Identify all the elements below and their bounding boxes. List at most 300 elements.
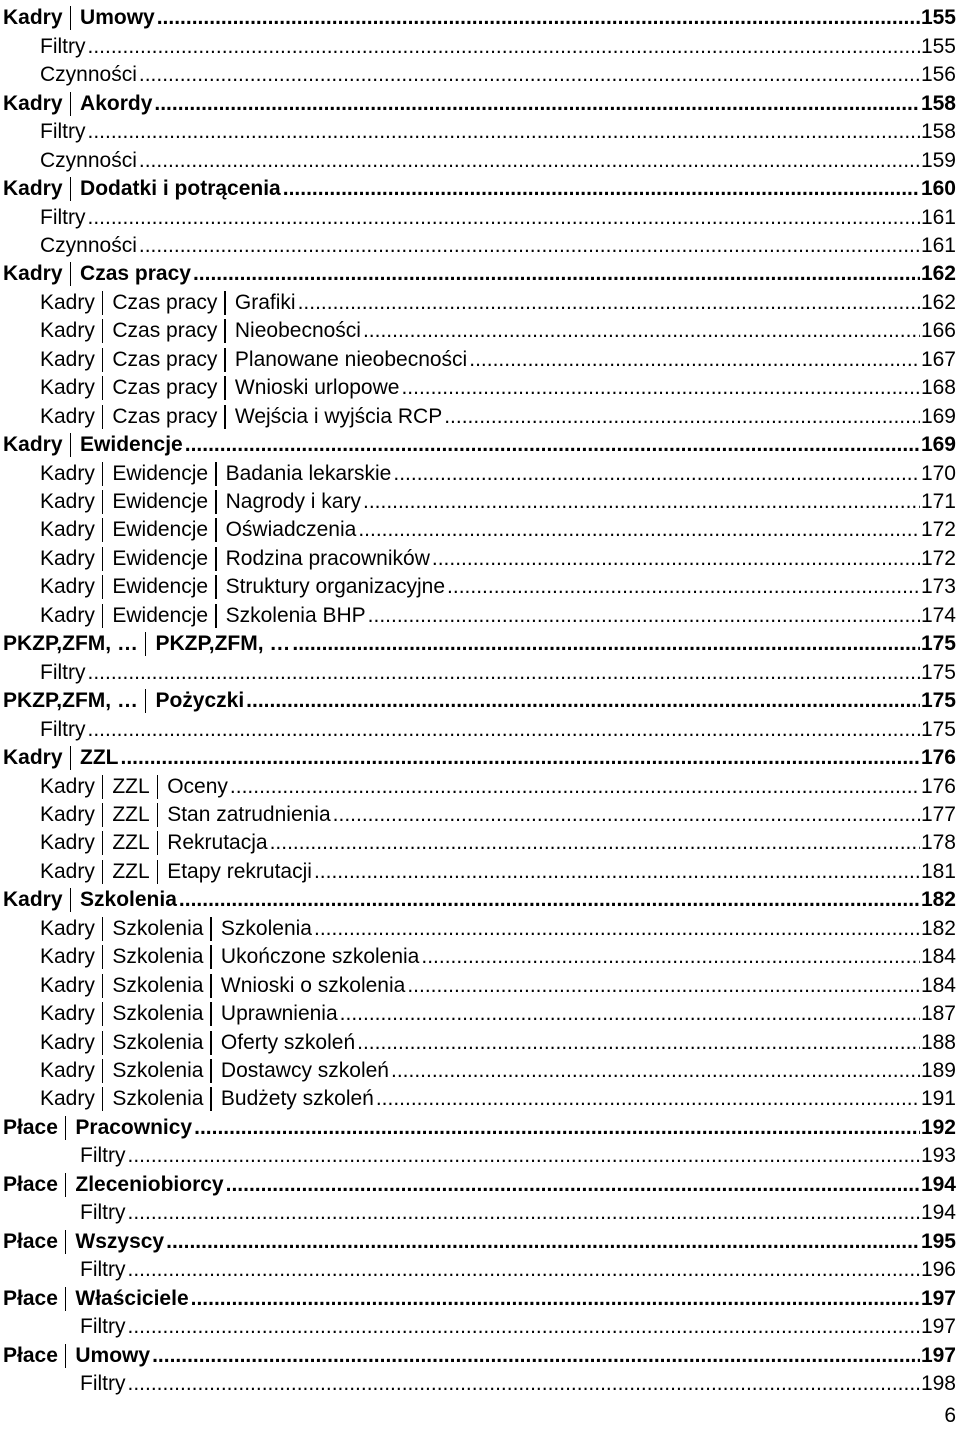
toc-entry-title <box>40 545 430 569</box>
toc-entry-title <box>3 431 183 455</box>
toc-page-number: 155 <box>920 34 956 58</box>
toc-entry[interactable] <box>40 1024 956 1052</box>
dot-leader <box>154 93 920 114</box>
dot-leader <box>88 36 920 57</box>
toc-page-number: 197 <box>920 1343 956 1367</box>
toc-entry[interactable] <box>40 1081 956 1109</box>
toc-entry[interactable] <box>40 854 956 882</box>
toc-entry-segment: Nagrody i kary <box>225 490 361 514</box>
toc-entry-title <box>40 719 86 740</box>
toc-entry-title <box>40 36 86 57</box>
dot-leader <box>121 747 920 768</box>
toc-entry[interactable] <box>3 171 956 199</box>
toc-page-number: 191 <box>920 1087 956 1111</box>
toc-entry[interactable] <box>40 512 956 540</box>
breadcrumb-separator <box>210 945 212 969</box>
toc-entry[interactable] <box>40 711 956 739</box>
dot-leader <box>393 463 920 484</box>
toc-entry-segment: Ewidencje <box>112 461 209 485</box>
dot-leader <box>447 576 920 597</box>
toc-entry-segment: Filtry <box>80 1144 126 1168</box>
breadcrumb-separator <box>215 575 217 599</box>
toc-entry-segment: Właściciele <box>75 1286 189 1310</box>
breadcrumb-separator <box>70 433 72 457</box>
breadcrumb-separator <box>224 291 226 315</box>
toc-page-number: 181 <box>920 859 956 883</box>
dot-leader <box>270 832 920 853</box>
toc-page-number: 182 <box>920 888 956 912</box>
toc-entry[interactable] <box>40 654 956 682</box>
toc-entry-title <box>3 1342 150 1366</box>
toc-entry-segment: Filtry <box>40 34 86 58</box>
toc-page-number: 158 <box>920 120 956 144</box>
toc-entry-segment: Kadry <box>40 546 95 570</box>
toc-entry[interactable] <box>40 910 956 938</box>
toc-entry-segment: Kadry <box>40 490 95 514</box>
toc-entry-title <box>80 1316 126 1337</box>
toc-entry[interactable] <box>3 1280 956 1308</box>
toc-page-number: 184 <box>920 945 956 969</box>
toc-entry-title <box>40 915 312 939</box>
toc-entry-segment: Kadry <box>40 319 95 343</box>
breadcrumb-separator <box>70 177 72 201</box>
breadcrumb-separator <box>102 376 104 400</box>
dot-leader <box>391 1060 920 1081</box>
breadcrumb-separator <box>70 746 72 770</box>
toc-entry-segment: Ewidencje <box>112 575 209 599</box>
toc-entry-title <box>40 943 419 967</box>
toc-entry-segment: Struktury organizacyjne <box>225 575 446 599</box>
toc-page-number: 188 <box>920 1030 956 1054</box>
toc-entry-title <box>40 829 268 853</box>
toc-entry[interactable] <box>3 683 956 711</box>
toc-entry-segment: Filtry <box>40 717 86 741</box>
toc-entry-segment: PKZP,ZFM, … <box>3 689 138 713</box>
toc-entry-title <box>40 972 405 996</box>
toc-entry[interactable] <box>40 967 956 995</box>
toc-entry-title <box>3 687 244 711</box>
toc-page-number: 194 <box>920 1201 956 1225</box>
dot-leader <box>363 320 920 341</box>
toc-entry[interactable] <box>40 797 956 825</box>
dot-leader <box>166 1231 920 1252</box>
dot-leader <box>88 121 920 142</box>
toc-page-number: 184 <box>920 973 956 997</box>
toc-entry-title <box>40 1029 355 1053</box>
dot-leader <box>358 519 920 540</box>
breadcrumb-separator <box>145 632 147 656</box>
toc-entry-segment: Akordy <box>80 91 153 115</box>
toc-entry[interactable] <box>40 939 956 967</box>
toc-entry[interactable] <box>40 541 956 569</box>
dot-leader <box>246 690 920 711</box>
breadcrumb-separator <box>102 604 104 628</box>
toc-entry-segment: Kadry <box>40 1087 95 1111</box>
toc-entry[interactable] <box>40 825 956 853</box>
toc-entry-segment: Filtry <box>80 1315 126 1339</box>
toc-entry[interactable] <box>40 768 956 796</box>
toc-entry[interactable] <box>3 882 956 910</box>
breadcrumb-separator <box>102 547 104 571</box>
toc-entry-segment: Szkolenia BHP <box>225 603 366 627</box>
toc-entry[interactable] <box>40 370 956 398</box>
toc-entry-segment: Kadry <box>40 916 95 940</box>
toc-entry-segment: Wnioski o szkolenia <box>220 973 406 997</box>
toc-entry-title <box>40 121 86 142</box>
dot-leader <box>376 1088 920 1109</box>
toc-entry-segment: Kadry <box>3 746 63 770</box>
toc-page-number: 196 <box>920 1258 956 1282</box>
toc-entry[interactable] <box>40 28 956 56</box>
toc-entry-title <box>3 1114 192 1138</box>
toc-page-number: 174 <box>920 603 956 627</box>
toc-entry-title <box>40 64 137 85</box>
toc-entry[interactable] <box>80 1195 956 1223</box>
toc-entry-title <box>40 235 137 256</box>
breadcrumb-separator <box>210 1031 212 1055</box>
toc-entry[interactable] <box>3 1166 956 1194</box>
toc-entry-segment: Czynności <box>40 148 137 172</box>
dot-leader <box>179 889 920 910</box>
toc-entry-segment: ZZL <box>112 802 150 826</box>
toc-page-number: 161 <box>920 205 956 229</box>
toc-entry-title <box>40 516 356 540</box>
dot-leader <box>128 1202 920 1223</box>
toc-entry-segment: ZZL <box>80 746 119 770</box>
toc-page-number: 176 <box>920 746 956 770</box>
toc-entry-title <box>40 573 445 597</box>
dot-leader <box>128 1373 920 1394</box>
toc-page-number: 182 <box>920 916 956 940</box>
toc-entry-segment: Kadry <box>40 945 95 969</box>
toc-entry-segment: Kadry <box>40 802 95 826</box>
toc-page-number: 172 <box>920 546 956 570</box>
dot-leader <box>191 1288 920 1309</box>
toc-entry-segment: Kadry <box>40 831 95 855</box>
toc-entry-segment: Ewidencje <box>112 490 209 514</box>
toc-entry-segment: Szkolenia <box>112 1002 204 1026</box>
toc-entry-segment: Uprawnienia <box>220 1002 338 1026</box>
breadcrumb-separator <box>157 803 159 827</box>
toc-entry-segment: Filtry <box>80 1201 126 1225</box>
toc-entry-segment: Szkolenia <box>80 888 177 912</box>
dot-leader <box>363 491 920 512</box>
toc-entry-segment: Szkolenia <box>112 1030 204 1054</box>
toc-page-number: 172 <box>920 518 956 542</box>
toc-page-number: 169 <box>920 433 956 457</box>
toc-entry-segment: Czas pracy <box>112 404 218 428</box>
breadcrumb-separator <box>215 604 217 628</box>
toc-entry-title <box>80 1373 126 1394</box>
dot-leader <box>469 349 920 370</box>
toc-page-number: 175 <box>920 689 956 713</box>
toc-entry-title <box>40 1057 389 1081</box>
dot-leader <box>432 548 920 569</box>
toc-entry[interactable] <box>40 398 956 426</box>
toc-entry-segment: Czynności <box>40 63 137 87</box>
breadcrumb-separator <box>224 405 226 429</box>
breadcrumb-separator <box>157 860 159 884</box>
toc-entry-title <box>80 1202 126 1223</box>
dot-leader <box>193 263 920 284</box>
toc-entry-title <box>3 886 177 910</box>
toc-entry-segment: Rodzina pracowników <box>225 546 430 570</box>
toc-entry[interactable] <box>40 228 956 256</box>
toc-entry-title <box>40 801 331 825</box>
toc-entry-segment: Dodatki i potrącenia <box>80 177 281 201</box>
toc-entry-segment: Kadry <box>3 91 63 115</box>
toc-entry-segment: Rekrutacja <box>167 831 268 855</box>
toc-page-number: 194 <box>920 1172 956 1196</box>
toc-entry-segment: Kadry <box>40 774 95 798</box>
toc-entry[interactable] <box>40 341 956 369</box>
toc-entry[interactable] <box>40 199 956 227</box>
toc-entry[interactable] <box>3 1337 956 1365</box>
toc-entry-segment: Planowane nieobecności <box>234 347 468 371</box>
toc-entry-title <box>40 317 361 341</box>
toc-entry-segment: Pracownicy <box>75 1115 193 1139</box>
toc-entry-segment: Kadry <box>40 1030 95 1054</box>
dot-leader <box>283 178 920 199</box>
toc-entry-title <box>40 1085 374 1109</box>
toc-entry-title <box>3 1171 224 1195</box>
toc-entry-segment: Kadry <box>3 262 63 286</box>
dot-leader <box>139 150 920 171</box>
toc-entry-title <box>40 346 467 370</box>
toc-entry[interactable] <box>3 740 956 768</box>
toc-entry[interactable] <box>40 569 956 597</box>
toc-page-number: 195 <box>920 1229 956 1253</box>
toc-entry-segment: PKZP,ZFM, … <box>3 632 138 656</box>
toc-entry[interactable] <box>3 256 956 284</box>
toc-entry[interactable] <box>80 1138 956 1166</box>
toc-entry[interactable] <box>3 427 956 455</box>
toc-entry[interactable] <box>40 996 956 1024</box>
breadcrumb-separator <box>215 462 217 486</box>
breadcrumb-separator <box>102 490 104 514</box>
dot-leader <box>194 1117 920 1138</box>
dot-leader <box>368 605 920 626</box>
toc-entry-segment: Umowy <box>75 1343 151 1367</box>
dot-leader <box>407 975 920 996</box>
toc-entry[interactable] <box>40 285 956 313</box>
toc-entry-title <box>40 1000 338 1024</box>
breadcrumb-separator <box>102 1002 104 1026</box>
breadcrumb-separator <box>210 917 212 941</box>
breadcrumb-separator <box>102 1031 104 1055</box>
toc-entry-title <box>80 1259 126 1280</box>
toc-entry-segment: Szkolenia <box>112 1059 204 1083</box>
breadcrumb-separator <box>65 1116 67 1140</box>
toc-entry-segment: Wejścia i wyjścia RCP <box>234 404 443 428</box>
toc-entry[interactable] <box>3 626 956 654</box>
toc-entry-title <box>40 858 312 882</box>
dot-leader <box>139 64 920 85</box>
breadcrumb-separator <box>224 376 226 400</box>
toc-entry-title <box>40 488 361 512</box>
toc-page-number: 169 <box>920 404 956 428</box>
breadcrumb-separator <box>102 518 104 542</box>
toc-page-number: 170 <box>920 461 956 485</box>
toc-entry-title <box>3 630 290 654</box>
toc-entry-segment: Zleceniobiorcy <box>75 1172 224 1196</box>
breadcrumb-separator <box>70 92 72 116</box>
toc-entry-segment: Oceny <box>167 774 228 798</box>
toc-entry-segment: Oświadczenia <box>225 518 357 542</box>
toc-entry-segment: Szkolenia <box>220 916 312 940</box>
breadcrumb-separator <box>102 405 104 429</box>
dot-leader <box>401 377 919 398</box>
toc-entry-title <box>40 460 391 484</box>
toc-entry-segment: Kadry <box>40 290 95 314</box>
toc-entry-segment: Czynności <box>40 233 137 257</box>
toc-entry[interactable] <box>40 313 956 341</box>
breadcrumb-separator <box>210 1002 212 1026</box>
dot-leader <box>157 7 920 28</box>
dot-leader <box>333 804 920 825</box>
dot-leader <box>314 861 920 882</box>
toc-entry-segment: PKZP,ZFM, … <box>155 632 291 656</box>
toc-entry-segment: Kadry <box>40 603 95 627</box>
toc-entry-title <box>3 260 191 284</box>
breadcrumb-separator <box>157 775 159 799</box>
breadcrumb-separator <box>210 1087 212 1111</box>
toc-page-number: 177 <box>920 802 956 826</box>
toc-page-number: 162 <box>920 290 956 314</box>
toc-page-number: 197 <box>920 1286 956 1310</box>
toc-entry-segment: Kadry <box>40 518 95 542</box>
toc-entry-segment: Czas pracy <box>80 262 191 286</box>
dot-leader <box>128 1145 920 1166</box>
breadcrumb-separator <box>102 348 104 372</box>
toc-entry-segment: ZZL <box>112 831 150 855</box>
toc-entry-segment: Filtry <box>80 1371 126 1395</box>
breadcrumb-separator <box>65 1230 67 1254</box>
dot-leader <box>128 1259 920 1280</box>
breadcrumb-separator <box>102 775 104 799</box>
toc-entry-segment: Kadry <box>40 575 95 599</box>
toc-entry-segment: Ewidencje <box>80 433 183 457</box>
toc-entry-segment: Kadry <box>3 433 63 457</box>
toc-entry[interactable] <box>80 1252 956 1280</box>
breadcrumb-separator <box>102 945 104 969</box>
toc-entry-segment: Płace <box>3 1172 58 1196</box>
breadcrumb-separator <box>102 291 104 315</box>
toc-entry-segment: Szkolenia <box>112 973 204 997</box>
breadcrumb-separator <box>102 1087 104 1111</box>
breadcrumb-separator <box>210 974 212 998</box>
toc-entry-segment: Czas pracy <box>112 290 218 314</box>
toc-entry-title <box>3 1228 164 1252</box>
toc-page-number: 187 <box>920 1002 956 1026</box>
toc-entry[interactable] <box>40 484 956 512</box>
breadcrumb-separator <box>102 319 104 343</box>
dot-leader <box>340 1003 920 1024</box>
toc-page-number: 155 <box>920 6 956 30</box>
toc-entry[interactable] <box>3 1223 956 1251</box>
toc-entry-title <box>3 744 119 768</box>
toc-entry-segment: Kadry <box>40 461 95 485</box>
toc-entry-title <box>40 289 296 313</box>
toc-page-number: 171 <box>920 490 956 514</box>
toc-entry[interactable] <box>3 0 956 28</box>
toc-page-number: 175 <box>920 717 956 741</box>
toc-entry-segment: Płace <box>3 1286 58 1310</box>
toc-entry-segment: Ewidencje <box>112 518 209 542</box>
dot-leader <box>421 946 920 967</box>
toc-entry[interactable] <box>40 1053 956 1081</box>
toc-entry-segment: Ewidencje <box>112 603 209 627</box>
breadcrumb-separator <box>102 803 104 827</box>
toc-entry[interactable] <box>40 114 956 142</box>
toc-page-number: 160 <box>920 177 956 201</box>
toc-entry-segment: Płace <box>3 1229 58 1253</box>
toc-entry-segment: Szkolenia <box>112 945 204 969</box>
breadcrumb-separator <box>102 974 104 998</box>
toc-page-number: 156 <box>920 63 956 87</box>
dot-leader <box>88 719 920 740</box>
toc-entry-segment: Umowy <box>80 6 155 30</box>
toc-entry-segment: Pożyczki <box>155 689 245 713</box>
toc-entry-segment: Szkolenia <box>112 1087 204 1111</box>
toc-entry-segment: Czas pracy <box>112 376 218 400</box>
toc-entry-segment: Szkolenia <box>112 916 204 940</box>
dot-leader <box>88 662 920 683</box>
breadcrumb-separator <box>65 1287 67 1311</box>
toc-entry-segment: Filtry <box>40 120 86 144</box>
dot-leader <box>357 1032 920 1053</box>
toc-entry-segment: Kadry <box>40 1059 95 1083</box>
toc-page-number: 193 <box>920 1144 956 1168</box>
toc-entry-segment: Dostawcy szkoleń <box>220 1059 389 1083</box>
toc-entry[interactable] <box>80 1309 956 1337</box>
toc-entry[interactable] <box>3 1110 956 1138</box>
breadcrumb-separator <box>215 518 217 542</box>
toc-entry[interactable] <box>80 1366 956 1394</box>
dot-leader <box>152 1345 920 1366</box>
toc-entry[interactable] <box>3 85 956 113</box>
toc-page-number: 192 <box>920 1115 956 1139</box>
toc-page-number: 197 <box>920 1315 956 1339</box>
toc-entry-title <box>3 175 281 199</box>
toc-entry[interactable] <box>40 455 956 483</box>
dot-leader <box>230 776 920 797</box>
toc-entry-title <box>40 374 399 398</box>
breadcrumb-separator <box>70 888 72 912</box>
toc-entry-segment: Badania lekarskie <box>225 461 392 485</box>
toc-entry-segment: Kadry <box>3 6 63 30</box>
toc-page-number: 167 <box>920 347 956 371</box>
dot-leader <box>298 292 920 313</box>
toc-page-number: 173 <box>920 575 956 599</box>
toc-entry-segment: Kadry <box>3 888 63 912</box>
toc-page-number: 178 <box>920 831 956 855</box>
toc-entry-segment: Wszyscy <box>75 1229 165 1253</box>
toc-entry[interactable] <box>40 142 956 170</box>
toc-entry-title <box>40 602 366 626</box>
toc-entry[interactable] <box>40 597 956 625</box>
toc-page-number: 175 <box>920 660 956 684</box>
dot-leader <box>139 235 920 256</box>
toc-entry-segment: Ukończone szkolenia <box>220 945 420 969</box>
toc-entry-segment: Filtry <box>40 660 86 684</box>
toc-entry-segment: Kadry <box>40 376 95 400</box>
breadcrumb-separator <box>102 831 104 855</box>
toc-entry-segment: Etapy rekrutacji <box>167 859 312 883</box>
toc-entry-segment: Budżety szkoleń <box>220 1087 374 1111</box>
toc-entry-segment: Czas pracy <box>112 319 218 343</box>
toc-entry[interactable] <box>40 57 956 85</box>
